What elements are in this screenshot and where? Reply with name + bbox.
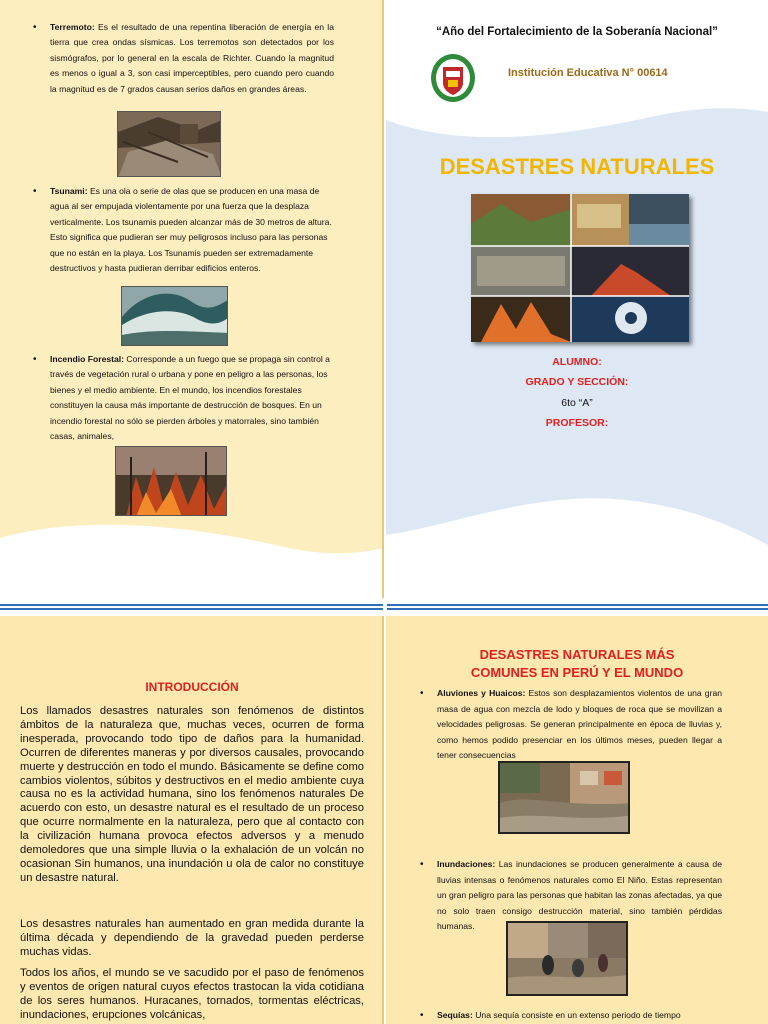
intro-paragraph-3: Todos los años, el mundo se ve sacudido por el paso de fenómenos y eventos de origen natural cuyos efectos trastocan la vida cotidiana de los seres humanos. Huracanes, tornados, tormentas eléctricas, inundaciones, erupciones volcánicas, (20, 967, 364, 1021)
motto-text: “Año del Fortalecimiento de la Soberanía Nacional” (436, 26, 718, 38)
bullet-icon: • (420, 1010, 424, 1021)
panel-top-left (0, 0, 384, 598)
panel-bottom-left (0, 616, 384, 1024)
text-incendio: Corresponde a un fuego que se propaga sin control a través de vegetación rural o urbana y pone en peligro a las personas, los bienes y el medio ambiente. En el mundo, los incendios forestales constituyen la causa más importante de destrucción de bosques. En un incendio forestal no sólo se pierden árboles y matorrales, sino también casas, animales, (50, 354, 330, 442)
bullet-icon: • (33, 354, 37, 365)
section-title-line-1: DESASTRES NATURALES MÁS (479, 647, 675, 662)
bullet-icon: • (420, 688, 424, 699)
profesor-label: PROFESOR: (545, 417, 609, 429)
text-tsunami: Es una ola o serie de olas que se producen en una masa de agua al ser empujada violentamente por una fuerza que la desplaza verticalmente. Los tsunamis pueden alcanzar más de 30 metros de altura. Esto significa que pudieran ser muy peligrosos incluso para las personas que no están en la playa. Los Tsunamis pueden ser extremadamente destructivos y hasta pudieran derribar edificios enteros. (50, 186, 332, 274)
section-title (386, 646, 768, 682)
term-incendio: Incendio Forestal: (50, 354, 125, 364)
tsunami-image (121, 286, 228, 346)
wildfire-image (115, 446, 227, 516)
item-tsunami (33, 184, 334, 276)
section-title-line-2: COMUNES EN PERÚ Y EL MUNDO (470, 665, 684, 680)
page-title: DESASTRES NATURALES (439, 154, 715, 179)
grado-value: 6to “A” (561, 397, 593, 409)
text-terremoto: Es el resultado de una repentina liberación de energía en la tierra que crea ondas sísmicas. Los terremotos son detectados por los sismógrafos, por lo general en la escala de Richter. Cuando la magnitud es menos o igual a 3, son casi imperceptibles, pero cuando pero cuando la magnitud es de 7 grados causan serios daños en grandes áreas. (50, 22, 334, 94)
panel-top-right (386, 0, 768, 598)
grado-label: GRADO Y SECCIÓN: (525, 376, 629, 388)
item-incendio (33, 352, 334, 444)
fold-divider (0, 598, 768, 616)
school-logo (430, 53, 476, 103)
item-terremoto (33, 20, 334, 97)
bullet-icon: • (420, 859, 424, 870)
term-aluviones: Aluviones y Huaicos: (437, 688, 526, 698)
term-tsunami: Tsunami: (50, 186, 88, 196)
item-sequias (420, 1008, 722, 1024)
text-sequias: Una sequía consiste en un extenso periodo de tiempo (472, 1010, 681, 1020)
alumno-label: ALUMNO: (552, 356, 602, 368)
intro-paragraph-1: Los llamados desastres naturales son fenómenos de distintos ámbitos de la naturaleza que, muchas veces, ocurren de forma inesperada, provocando todo tipo de daños para la humanidad. Ocurren de diferentes maneras y por diversos causales, provocando muerte y destrucción en todo el mundo. Básicamente se define como cambios violentos, súbitos y destructivos en el medio ambiente cuya causa no es la actividad humana, sino los fenómenos naturales De acuerdo con esto, un desastre natural es el resultado de un proceso que ocurre normalmente en la naturaleza, pero que al contacto con la civilización humana provoca efectos adversos y a menudo demoledores que una simple lluvia o la exhalación de un volcán no ocasionan Sin humanos, una inundación u ola de calor no constituye un desastre natural. (20, 705, 364, 884)
item-aluviones (420, 686, 722, 764)
wave-decoration (0, 508, 384, 598)
text-inundaciones: Las inundaciones se producen generalmente a causa de lluvias intensas o fenómenos naturales como El Niño. Estas representan un gran peligro para las personas que habitan las zonas afectadas, ya que no solo traen consigo destrucción material, sino también pérdidas humanas. (437, 859, 722, 932)
text-aluviones: Estos son desplazamientos violentos de una gran masa de agua con mezcla de lodo y bloques de roca que se movilizan a velocidades peligrosas. Se generan principalmente en época de lluvias y, como hemos podido presenciar en los últimos meses, pueden llegar a tener consecuencias (437, 688, 722, 761)
intro-title: INTRODUCCIÓN (145, 680, 239, 694)
flood-image (506, 921, 628, 996)
term-inundaciones: Inundaciones: (437, 859, 496, 869)
institution-name: Institución Educativa N° 00614 (508, 67, 668, 79)
term-terremoto: Terremoto: (50, 22, 95, 32)
panel-bottom-right (386, 616, 768, 1024)
earthquake-image (117, 111, 221, 177)
huaico-image (498, 761, 630, 834)
bullet-icon: • (33, 186, 37, 197)
divider-gap (383, 598, 387, 616)
disasters-collage-image (471, 194, 689, 342)
intro-paragraph-2: Los desastres naturales han aumentado en gran medida durante la última década y dependiendo de la gravedad pueden perderse muchas vidas. (20, 918, 364, 958)
term-sequias: Sequías: (437, 1010, 473, 1020)
bullet-icon: • (33, 22, 37, 33)
